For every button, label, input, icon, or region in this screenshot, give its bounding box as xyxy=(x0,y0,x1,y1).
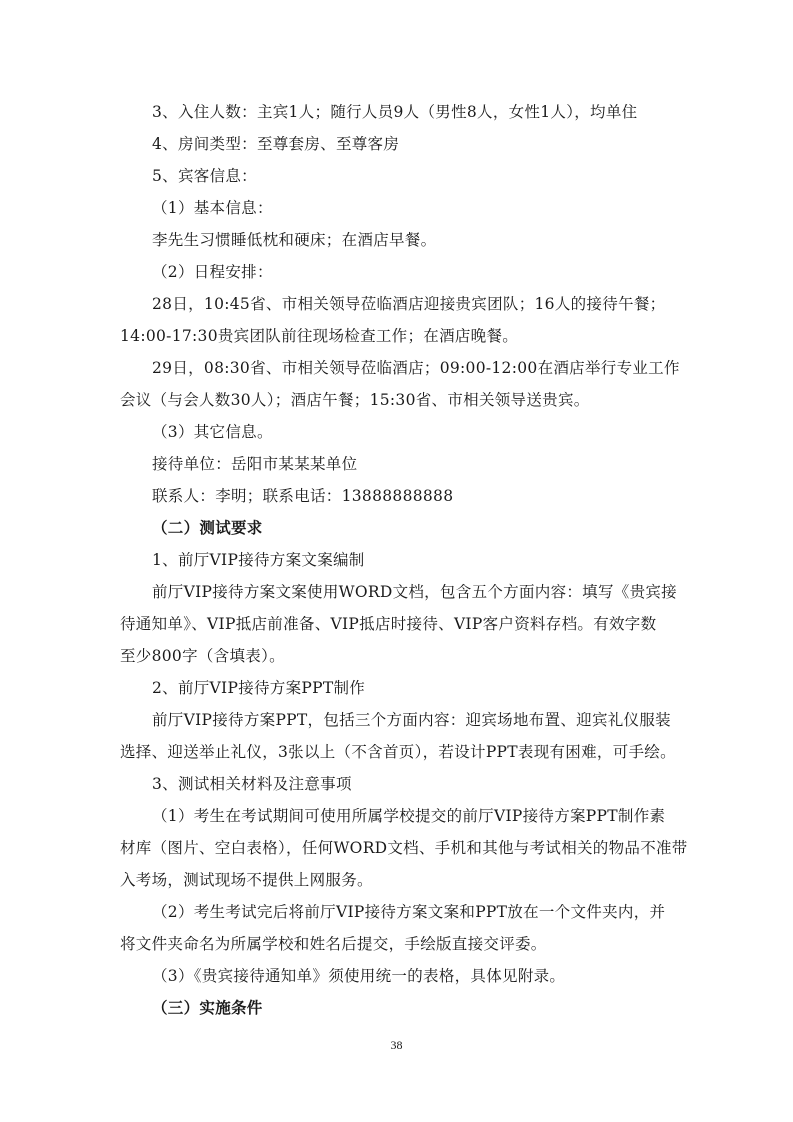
paragraph-materials-3: （3）《贵宾接待通知单》须使用统一的表格，具体见附录。 xyxy=(152,967,566,985)
paragraph-schedule-28: 28日，10:45省、市相关领导莅临酒店迎接贵宾团队；16人的接待午餐； xyxy=(152,295,666,313)
subheading-materials: 3、测试相关材料及注意事项 xyxy=(152,775,352,793)
paragraph-basic-info: 李先生习惯睡低枕和硬床；在酒店早餐。 xyxy=(152,231,437,249)
paragraph-schedule-28-cont: 14:00-17:30贵宾团队前往现场检查工作；在酒店晚餐。 xyxy=(120,327,519,345)
paragraph-ppt-cont: 选择、迎送举止礼仪，3张以上（不含首页），若设计PPT表现有困难，可手绘。 xyxy=(120,743,676,761)
page-number: 38 xyxy=(390,1038,403,1052)
paragraph-copywriting-cont-2: 至少800字（含填表）。 xyxy=(120,647,285,665)
paragraph-materials-1-cont: 材库（图片、空白表格），任何WORD文档、手机和其他与考试相关的物品不准带 xyxy=(120,839,688,857)
paragraph-materials-1-cont-2: 入考场，测试现场不提供上网服务。 xyxy=(120,871,373,889)
paragraph-room-type: 4、房间类型：至尊套房、至尊客房 xyxy=(152,135,400,153)
paragraph-guest-info: 5、宾客信息： xyxy=(152,167,257,185)
subheading-schedule: （2）日程安排： xyxy=(152,263,273,281)
paragraph-copywriting-cont: 待通知单》、VIP抵店前准备、VIP抵店时接待、VIP客户资料存档。有效字数 xyxy=(120,615,657,633)
paragraph-host-unit: 接待单位：岳阳市某某某单位 xyxy=(152,455,358,473)
subheading-other-info: （3）其它信息。 xyxy=(152,423,273,441)
subheading-basic-info: （1）基本信息： xyxy=(152,199,273,217)
paragraph-materials-2-cont: 将文件夹命名为所属学校和姓名后提交，手绘版直接交评委。 xyxy=(120,935,547,953)
section-heading-implementation: （三）实施条件 xyxy=(152,998,263,1017)
paragraph-copywriting: 前厅VIP接待方案文案使用WORD文档，包含五个方面内容：填写《贵宾接 xyxy=(152,583,677,601)
paragraph-ppt: 前厅VIP接待方案PPT，包括三个方面内容：迎宾场地布置、迎宾礼仪服装 xyxy=(152,711,671,729)
paragraph-schedule-29: 29日，08:30省、市相关领导莅临酒店；09:00-12:00在酒店举行专业工作 xyxy=(152,359,680,377)
paragraph-occupancy: 3、入住人数：主宾1人；随行人员9人（男性8人，女性1人），均单住 xyxy=(152,103,638,121)
paragraph-materials-1: （1）考生在考试期间可使用所属学校提交的前厅VIP接待方案PPT制作素 xyxy=(152,807,666,825)
paragraph-schedule-29-cont: 会议（与会人数30人）；酒店午餐；15:30省、市相关领导送贵宾。 xyxy=(120,391,590,409)
section-heading-test-requirements: （二）测试要求 xyxy=(152,518,263,537)
paragraph-contact: 联系人：李明；联系电话：13888888888 xyxy=(152,487,454,505)
subheading-ppt: 2、前厅VIP接待方案PPT制作 xyxy=(152,679,366,697)
subheading-copywriting: 1、前厅VIP接待方案文案编制 xyxy=(152,551,365,569)
paragraph-materials-2: （2）考生考试完后将前厅VIP接待方案文案和PPT放在一个文件夹内，并 xyxy=(152,903,666,921)
